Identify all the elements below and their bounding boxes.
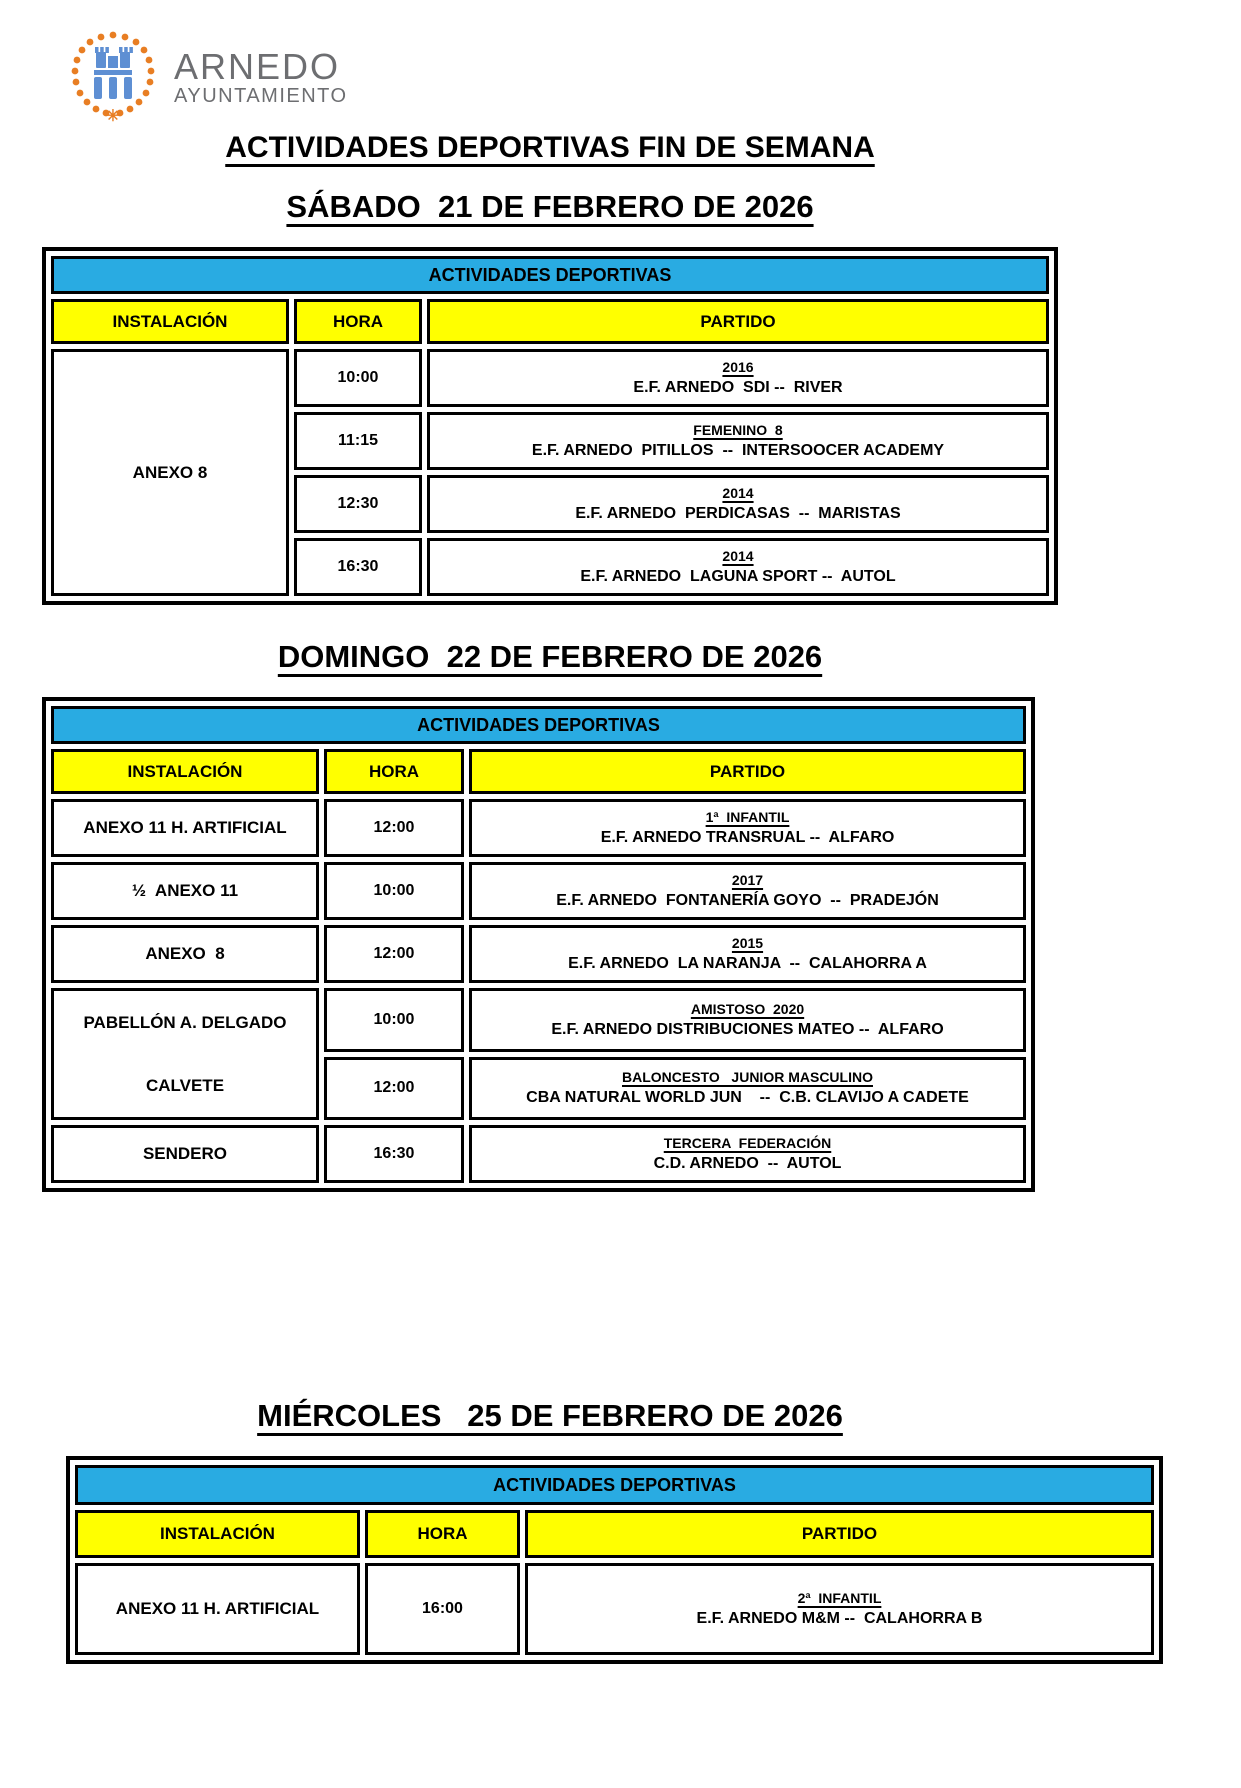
- time-cell: 12:00: [324, 1057, 464, 1121]
- town-hall-logo: [68, 33, 1241, 123]
- match-category: 2014: [722, 548, 754, 564]
- match-category: 2016: [722, 359, 754, 375]
- logo-title: ARNEDO: [174, 45, 341, 87]
- col-header-hora: HORA: [294, 299, 422, 344]
- match-category: FEMENINO 8: [693, 422, 783, 438]
- table-title-cell: ACTIVIDADES DEPORTIVAS: [75, 1465, 1154, 1505]
- match-teams: E.F. ARNEDO LAGUNA SPORT -- AUTOL: [580, 568, 896, 585]
- match-cell: [469, 1125, 1026, 1183]
- match-category: 2015: [731, 935, 764, 951]
- table-row: [51, 925, 1026, 983]
- svg-text:✳: ✳: [106, 107, 120, 122]
- venue-top: PABELLÓN A. DELGADO: [83, 1012, 287, 1032]
- time-cell: 10:00: [324, 988, 464, 1052]
- match-teams: E.F. ARNEDO PITILLOS -- INTERSOOCER ACADEMY: [531, 442, 945, 459]
- time-cell: 16:30: [294, 538, 422, 596]
- col-header-partido: PARTIDO: [525, 1510, 1154, 1558]
- column-header-row: [51, 749, 1026, 794]
- table-header-row: [75, 1465, 1154, 1505]
- time-cell: 12:00: [324, 925, 464, 983]
- venue-cell-merged: [51, 988, 319, 1120]
- col-header-instalacion: INSTALACIÓN: [51, 299, 289, 344]
- table-row: [51, 988, 1026, 1052]
- table-title-cell: ACTIVIDADES DEPORTIVAS: [51, 706, 1026, 744]
- col-header-instalacion: INSTALACIÓN: [51, 749, 319, 794]
- match-cell: [427, 538, 1049, 596]
- col-header-hora: HORA: [365, 1510, 520, 1558]
- time-cell: 16:00: [365, 1563, 520, 1655]
- match-category: 2014: [722, 485, 754, 501]
- time-cell: 12:00: [324, 799, 464, 857]
- venue-cell: SENDERO: [51, 1125, 319, 1183]
- match-category: AMISTOSO 2020: [690, 1000, 805, 1017]
- venue-bottom: CALVETE: [145, 1075, 225, 1095]
- col-header-hora: HORA: [324, 749, 464, 794]
- saturday-table: [42, 247, 1058, 605]
- day-title-wednesday: MIÉRCOLES 25 DE FEBRERO DE 2026: [257, 1398, 843, 1433]
- time-cell: 11:15: [294, 412, 422, 470]
- match-cell: [469, 925, 1026, 983]
- table-row: [75, 1563, 1154, 1655]
- col-header-partido: PARTIDO: [427, 299, 1049, 344]
- match-cell: [427, 349, 1049, 407]
- time-cell: 16:30: [324, 1125, 464, 1183]
- match-teams: CBA NATURAL WORLD JUN -- C.B. CLAVIJO A CADETE: [526, 1089, 969, 1107]
- match-cell: [469, 988, 1026, 1052]
- match-teams: E.F. ARNEDO TRANSRUAL -- ALFARO: [600, 829, 895, 846]
- time-cell: 12:30: [294, 475, 422, 533]
- logo-subtitle: AYUNTAMIENTO: [174, 84, 348, 107]
- table-title-cell: ACTIVIDADES DEPORTIVAS: [51, 256, 1049, 294]
- column-header-row: [51, 299, 1049, 344]
- match-category: BALONCESTO JUNIOR MASCULINO: [622, 1069, 873, 1086]
- match-category: 1ª INFANTIL: [705, 809, 790, 825]
- match-teams: E.F. ARNEDO M&M -- CALAHORRA B: [696, 1610, 983, 1627]
- table-row: [51, 349, 1049, 407]
- day-title-saturday: SÁBADO 21 DE FEBRERO DE 2026: [286, 189, 814, 224]
- match-cell: [427, 412, 1049, 470]
- match-cell: [469, 799, 1026, 857]
- match-cell: [525, 1563, 1154, 1655]
- venue-cell: ANEXO 8: [51, 349, 289, 596]
- match-cell: [427, 475, 1049, 533]
- table-header-row: [51, 256, 1049, 294]
- match-teams: E.F. ARNEDO FONTANERÍA GOYO -- PRADEJÓN: [556, 892, 939, 909]
- venue-cell: ANEXO 8: [51, 925, 319, 983]
- match-teams: E.F. ARNEDO PERDICASAS -- MARISTAS: [575, 505, 901, 522]
- match-category: 2017: [731, 872, 764, 888]
- col-header-instalacion: INSTALACIÓN: [75, 1510, 360, 1558]
- sunday-table: [42, 697, 1035, 1192]
- table-row: [51, 799, 1026, 857]
- match-teams: E.F. ARNEDO SDI -- RIVER: [633, 379, 843, 396]
- venue-cell: ANEXO 11 H. ARTIFICIAL: [75, 1563, 360, 1655]
- time-cell: 10:00: [324, 862, 464, 920]
- col-header-partido: PARTIDO: [469, 749, 1026, 794]
- table-row: [51, 1125, 1026, 1183]
- day-title-sunday: DOMINGO 22 DE FEBRERO DE 2026: [277, 639, 823, 674]
- match-teams: E.F. ARNEDO LA NARANJA -- CALAHORRA A: [568, 955, 927, 972]
- match-cell: [469, 862, 1026, 920]
- match-teams: C.D. ARNEDO -- AUTOL: [653, 1155, 842, 1172]
- table-row: [51, 862, 1026, 920]
- match-category: TERCERA FEDERACIÓN: [663, 1135, 832, 1151]
- venue-cell: ANEXO 11 H. ARTIFICIAL: [51, 799, 319, 857]
- arnedo-crest-icon: [68, 30, 158, 127]
- match-teams: E.F. ARNEDO DISTRIBUCIONES MATEO -- ALFARO: [551, 1020, 944, 1038]
- time-cell: 10:00: [294, 349, 422, 407]
- column-header-row: [75, 1510, 1154, 1558]
- wednesday-table: [66, 1456, 1163, 1664]
- match-cell: [469, 1057, 1026, 1121]
- page-title: ACTIVIDADES DEPORTIVAS FIN DE SEMANA: [225, 131, 875, 164]
- match-category: 2ª INFANTIL: [797, 1590, 882, 1606]
- table-header-row: [51, 706, 1026, 744]
- venue-cell: ½ ANEXO 11: [51, 862, 319, 920]
